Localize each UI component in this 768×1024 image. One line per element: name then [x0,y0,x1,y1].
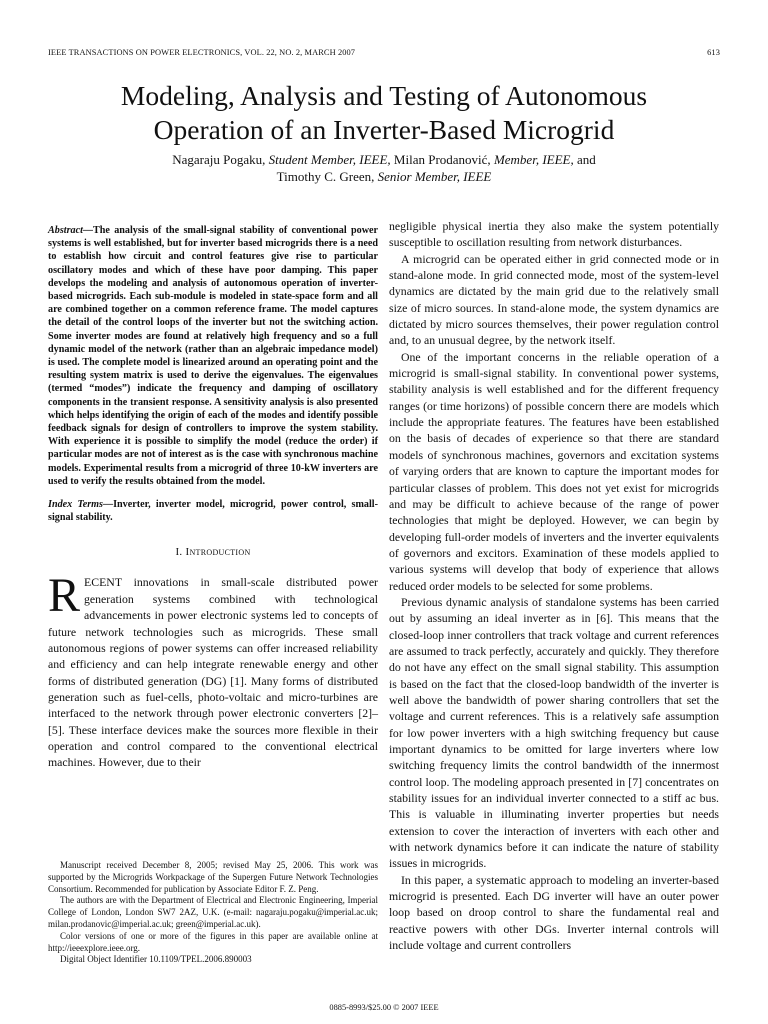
abstract [48,224,378,488]
index-terms-text: Inverter, inverter model, microgrid, power control, small-signal stability. [48,499,378,524]
intro-paragraph-text: ECENT innovations in small-scale distributed power generation systems combined with technological advancements in power electronic systems led to concepts of future network technologies such as microgrids. These small autonomous regions of power systems can offer increased reliability and efficiency and can help integrate renewable energy and other forms of distributed generation (DG) [1]. Many forms of distributed generation such as fuel-cells, photo-voltaic and micro-turbines are interfaced to the network through power electronic converters [2]–[5]. These interface devices make the sources more flexible in their operation and control compared to the conventional electrical machines. However, due to their [48,575,378,770]
author-name: Milan Prodanović, [393,152,491,167]
running-header [48,48,720,57]
author-role: Senior Member, IEEE [377,168,492,184]
body-paragraph: One of the important concerns in the reliable operation of a microgrid is small-signal stability. In conventional power systems, stability analysis is well established and for the different frequency ranges (or time horizons) of possible concern there are models which include the appropriate features. The features have been established on the basis of decades of experience so that there are standard models of synchronous machines, governors and excitation systems of varying orders that are known to capture the important modes for particular classes of problem. This does not yet exist for microgrids and may be difficult to achieve because of the range of power technologies that might be deployed. However, we can begin by developing full-order models of inverters and the inverter equivalents of governors and excitors. Examination of these models applied to various systems will develop that body of experience that allows reduced order models to be selected for some problems. [389,349,719,593]
author-name: Timothy C. Green, [276,168,375,184]
abstract-label: Abstract— [48,225,94,236]
journal-citation: IEEE TRANSACTIONS ON POWER ELECTRONICS, VOL. 22, NO. 2, MARCH 2007 [48,48,356,57]
section-heading [48,546,378,558]
author-line-1 [40,152,728,169]
author-conjunction: and [576,152,596,167]
footnotes [48,860,378,966]
index-terms [48,498,378,524]
section-number: I. [175,546,183,559]
author-line-2 [40,169,728,186]
page-number: 613 [707,48,720,57]
right-column [389,218,719,953]
abstract-text: The analysis of the small-signal stability of conventional power systems is well established, but for inverter based microgrids there is a need to establish how circuit and control features give rise to particular oscillatory modes and which of these have poor damping. This paper develops the modeling and analysis of autonomous operation of inverter-based microgrids. Each sub-module is modeled in state-space form and all are combined together on a common reference frame. The model captures the detail of the control loops of the inverter but not the switching action. Some inverter modes are found at relatively high frequency and so a full dynamic model of the network (rather than an algebraic impedance model) is used. The complete model is linearized around an operating point and the resulting system matrix is used to derive the eigenvalues. The eigenvalues (termed “modes”) indicate the frequency and damping of oscillatory components in the transient response. A sensitivity analysis is also presented which helps identifying the origin of each of the modes and identify possible feedback signals for design of controllers to improve the system stability. With experience it is possible to simplify the model (reduce the order) if particular modes are not of interest as is the case with synchronous machine models. Experimental results from a microgrid of three 10-kW inverters are used to verify the results obtained from the model. [48,225,378,487]
index-terms-label: Index Terms— [48,499,114,511]
title-line-2: Operation of an Inverter-Based Microgrid [153,114,615,145]
section-title: Introduction [185,546,251,559]
footnote-affiliation: The authors are with the Department of Electrical and Electronic Engineering, Imperial College of London, London SW7 2AZ, U.K. (e-mail: nagaraju.pogaku@imperial.ac.uk; milan.prodanovic@imperial.ac.uk; green@imperial.ac.uk). [48,895,378,929]
copyright-line: 0885-8993/$25.00 © 2007 IEEE [329,1003,439,1012]
intro-paragraph [48,569,378,770]
paper-title [40,79,728,147]
author-role: Member, IEEE, [493,152,574,167]
author-list [40,152,728,185]
left-column [48,224,378,771]
footnote-color: Color versions of one or more of the figures in this paper are available online at http://ieeexplore.ieee.org. [48,930,378,953]
introduction-text [48,569,378,770]
author-name: Nagaraju Pogaku, [172,152,266,167]
footnote-doi: Digital Object Identifier 10.1109/TPEL.2006.890003 [60,954,252,965]
drop-cap: R [48,569,81,623]
body-paragraph: Previous dynamic analysis of standalone systems has been carried out by assuming an ideal inverter as in [6]. This means that the closed-loop inner controllers that track voltage and current references are assumed to track perfectly, accurately and quickly. They therefore do not have any effect on the small signal stability. This assumption is based on the fact that the closed-loop bandwidth of the inverter is well above the bandwidth of power sharing controllers that set the voltage and current references. This is a relatively safe assumption for low power inverters with a high switching frequency but cause important dynamics to be omitted for large inverters where low switching frequency limits the control bandwidth of the innermost control loop. The modeling approach presented in [7] concentrates on stability issues for an individual inverter connected to a stiff ac bus. This is valuable in illuminating inverter properties but needs extension to cover the interaction of inverters with each other and with network dynamics before it can indicate the nature of stability issues in microgrids. [389,594,719,871]
body-paragraph: A microgrid can be operated either in grid connected mode or in stand-alone mode. In grid connected mode, most of the system-level dynamics are dictated by the main grid due to the relatively small size of micro sources. In stand-alone mode, the system dynamics are dictated by micro sources themselves, their power regulation control and, to an unusual degree, by the network itself. [389,251,719,348]
body-paragraph: negligible physical inertia they also make the system potentially susceptible to oscillation resulting from network disturbances. [389,219,719,250]
footnote-manuscript: Manuscript received December 8, 2005; revised May 25, 2006. This work was supported by the Microgrids Workpackage of the Supergen Future Network Technologies Consortium. Recommended for publication by Associate Editor F. Z. Peng. [48,860,378,894]
body-paragraph: In this paper, a systematic approach to modeling an inverter-based microgrid is presented. Each DG inverter will have an outer power loop based on droop control to share the fundamental real and reactive powers with other DGs. Inverter internal controls will include voltage and current controllers [389,872,719,953]
author-role: Student Member, IEEE, [268,152,391,167]
title-line-1: Modeling, Analysis and Testing of Autonomous [120,80,648,111]
